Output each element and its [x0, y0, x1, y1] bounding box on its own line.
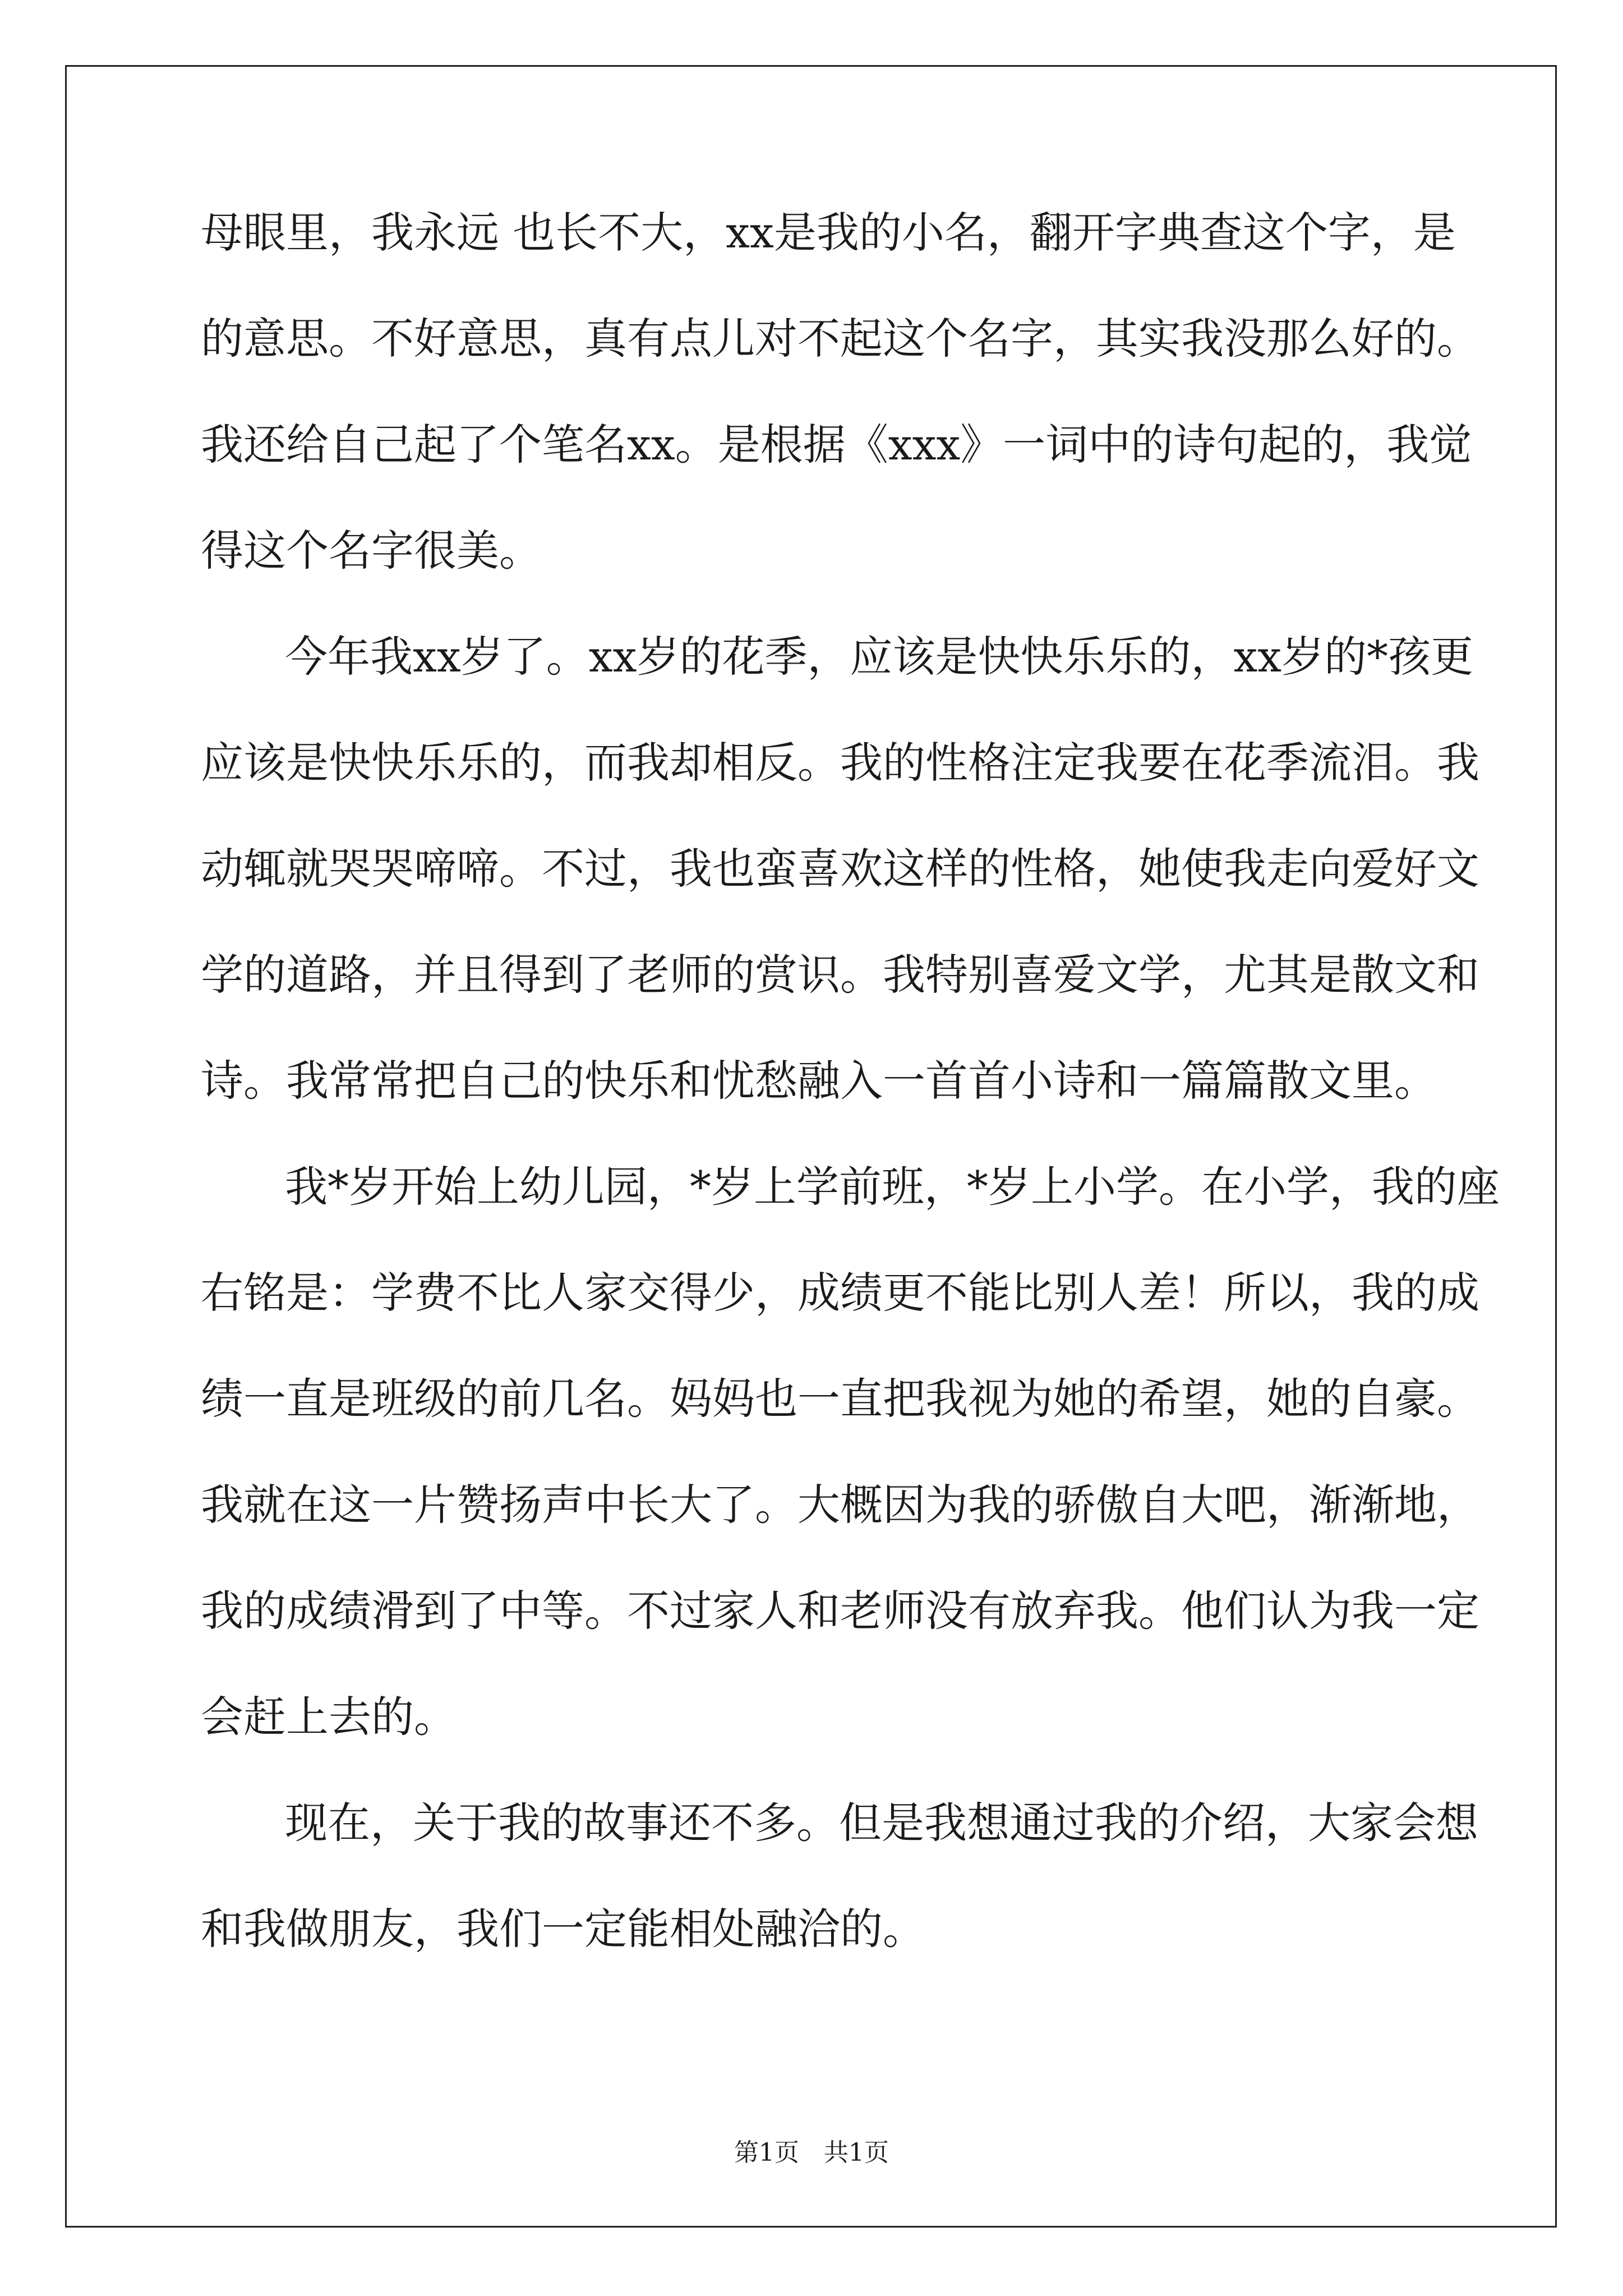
text-line-16: 现在，关于我的故事还不多。但是我想通过我的介绍，大家会想	[285, 1798, 1478, 1848]
text-line-13: 我就在这一片赞扬声中长大了。大概因为我的骄傲自大吧，渐渐地，	[201, 1480, 1479, 1530]
document-body	[201, 206, 1500, 2009]
text-line-15: 会赶上去的。	[201, 1692, 457, 1742]
text-line-14: 我的成绩滑到了中等。不过家人和老师没有放弃我。他们认为我一定	[201, 1586, 1479, 1636]
text-line-10: 我*岁开始上幼儿园，*岁上学前班，*岁上小学。在小学，我的座	[285, 1162, 1500, 1212]
text-line-5: 今年我xx岁了。xx岁的花季，应该是快快乐乐的，xx岁的*孩更	[285, 632, 1474, 682]
text-line-8: 学的道路，并且得到了老师的赏识。我特别喜爱文学，尤其是散文和	[201, 950, 1479, 1000]
text-line-2: 的意思。不好意思，真有点儿对不起这个名字，其实我没那么好的。	[201, 314, 1479, 364]
text-line-1: 母眼里，我永远 也长不大，xx是我的小名，翻开字典查这个字，是	[201, 208, 1456, 257]
page-footer: 第1页 共1页	[734, 2138, 889, 2167]
text-line-4: 得这个名字很美。	[201, 526, 542, 576]
text-line-12: 绩一直是班级的前几名。妈妈也一直把我视为她的希望，她的自豪。	[201, 1374, 1479, 1424]
text-line-7: 动辄就哭哭啼啼。不过，我也蛮喜欢这样的性格，她使我走向爱好文	[201, 844, 1479, 894]
text-line-17: 和我做朋友，我们一定能相处融洽的。	[201, 1904, 925, 1954]
text-line-6: 应该是快快乐乐的，而我却相反。我的性格注定我要在花季流泪。我	[201, 738, 1479, 788]
text-line-11: 右铭是：学费不比人家交得少，成绩更不能比别人差！所以，我的成	[201, 1268, 1479, 1318]
text-line-3: 我还给自己起了个笔名xx。是根据《xxx》一词中的诗句起的，我觉	[201, 420, 1472, 470]
text-line-9: 诗。我常常把自己的快乐和忧愁融入一首首小诗和一篇篇散文里。	[201, 1056, 1437, 1106]
